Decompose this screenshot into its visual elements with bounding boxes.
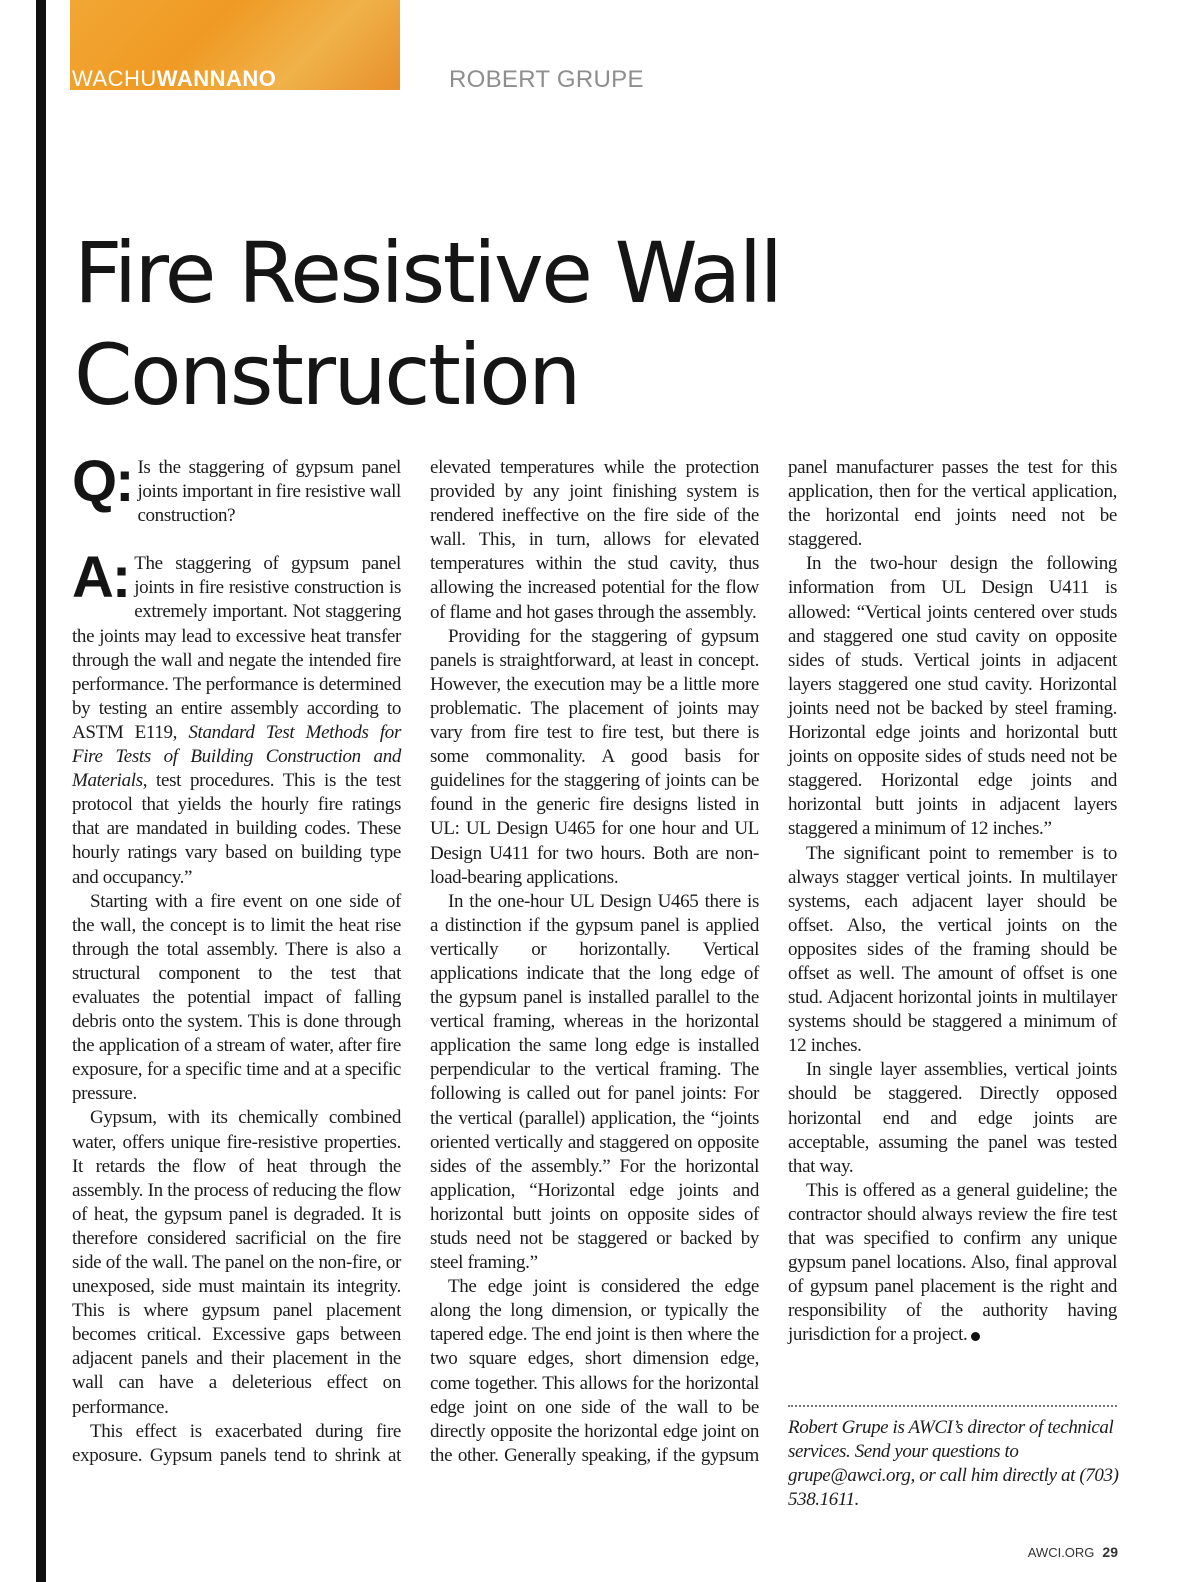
column-2 [430, 456, 759, 1468]
title-line-1: Fire Resistive Wall [74, 224, 781, 322]
answer-paragraph-9: The significant point to remember is to always stagger vertical joints. In multilayer systems, each adjacent layer should be offset. Also, the vertical joints on the opposites sides of the framing should be offset as well. The amount of offset is one stud. Adjacent horizontal joints in multilayer systems should be staggered a minimum of 12 inches. [788, 842, 1117, 1057]
page-title [74, 222, 834, 426]
page-footer [1028, 1544, 1118, 1560]
answer-paragraph-7: The edge joint is considered the edge along the long dimension, or typically the tapered edge. The end joint is then where the two square edges, short dimension edge, come together. This allows for the horizontal edge joint on one side of the wall to be directly opposite the horizontal edge joint on the other. Generally speaking, if the gypsum [430, 1276, 759, 1466]
answer-paragraph-8: In the two-hour design the following information from UL Design U411 is allowed: “Vertical joints centered over studs and staggered one stud cavity on opposite sides of studs. Vertical joints in adjacent layers staggered one stud cavity. Horizontal joints need not be backed by steel framing. Horizontal edge joints and horizontal butt joints on opposite sides of studs need not be staggered. Horizontal edge joints and horizontal butt joints in adjacent layers staggered a minimum of 12 inches.” [788, 553, 1117, 840]
answer-paragraph-11: This is offered as a general guideline; the contractor should always review the fire test that was specified to confirm any unique gypsum panel locations. Also, final approval of gypsum panel placement is the right and responsibility of the authority having jurisdiction for a project. [788, 1179, 1117, 1346]
answer-paragraph-7-continued: panel manufacturer passes the test for this application, then for the vertical application, the horizontal end joints need not be staggered. [788, 457, 1117, 551]
question-paragraph [72, 449, 401, 528]
column-1 [72, 449, 401, 1468]
bio-divider [788, 1405, 1117, 1407]
column-3 [788, 456, 1117, 1347]
question-text: Is the staggering of gypsum panel joints important in fire resistive wall construction? [137, 457, 401, 527]
answer-paragraph-1: A: The staggering of gypsum panel joints in fire resistive construction is extremely important. Not staggering the joints may lead to excessive heat transfer through the wall and negate the intended fire performance. The performance is determined by testing an entire assembly according to ASTM E119, Standard Test Methods for Fire Tests of Building Construction and Materials, test procedures. This is the test protocol that yields the hourly fire ratings that are mandated in building codes. These hourly ratings vary based on building type and occupancy.” [72, 545, 401, 888]
end-of-article-icon [971, 1332, 980, 1341]
title-line-2: Construction [74, 326, 579, 424]
answer-paragraph-4: This effect is exacerbated during fire exposure. Gypsum panels tend to shrink at [72, 1420, 401, 1466]
page-number: 29 [1102, 1544, 1118, 1560]
author-bio: Robert Grupe is AWCI’s director of technical services. Send your questions to grupe@awci.org, or call him directly at (703) 538.1611. [788, 1417, 1119, 1510]
column-tag-light: WACHU [72, 66, 157, 91]
answer-paragraph-3: Gypsum, with its chemically combined water, offers unique fire-resistive properties. It retards the flow of heat through the assembly. In the process of reducing the flow of heat, the gypsum panel is degraded. It is therefore considered sacrificial on the fire side of the wall. The panel on the non-fire, or unexposed, side must maintain its integrity. This is where gypsum panel placement becomes critical. Excessive gaps between adjacent panels and their placement in the wall can have a deleterious effect on performance. [72, 1107, 401, 1418]
question-label: Q: [72, 449, 133, 514]
answer-paragraph-10: In single layer assemblies, vertical joints should be staggered. Directly opposed horizontal end and edge joints are acceptable, assuming the panel was tested that way. [788, 1059, 1117, 1177]
standard-title: Standard Test Methods for Fire Tests of Building Construction and Materials [72, 721, 401, 792]
footer-site: AWCI.ORG [1027, 1545, 1095, 1560]
answer-paragraph-4-continued: elevated temperatures while the protection provided by any joint finishing system is rendered ineffective on the fire side of the wall. This, in turn, allows for elevated temperatures within the stud cavity, thus allowing the increased potential for the flow of flame and hot gases through the assembly. [430, 457, 759, 623]
answer-label: A: [72, 545, 130, 611]
column-tag [72, 66, 276, 92]
answer-paragraph-5: Providing for the staggering of gypsum panels is straightforward, at least in concept. However, the execution may be a little more problematic. The placement of joints may vary from fire test to fire test, but there is some commonality. A good basis for guidelines for the staggering of joints can be found in the generic fire designs listed in UL: UL Design U465 for one hour and UL Design U411 for two hours. Both are non-load-bearing applications. [430, 625, 759, 888]
answer-paragraph-2: Starting with a fire event on one side of the wall, the concept is to limit the heat rise through the total assembly. There is also a structural component to the test that evaluates the potential impact of falling debris onto the system. This is done through the application of a stream of water, after fire exposure, for a specific time and at a specific pressure. [72, 890, 401, 1105]
answer-paragraph-6: In the one-hour UL Design U465 there is a distinction if the gypsum panel is applied vertically or horizontally. Vertical applications indicate that the long edge of the gypsum panel is installed parallel to the vertical framing, whereas in the horizontal application the same long edge is installed perpendicular to the vertical framing. The following is called out for panel joints: For the vertical (parallel) application, the “joints oriented vertically and staggered on opposite sides of the assembly.” For the horizontal application, “Horizontal edge joints and horizontal butt joints on opposite sides of studs need not be staggered or backed by steel framing.” [430, 890, 759, 1274]
author-name: ROBERT GRUPE [449, 66, 644, 93]
left-margin-bar [36, 0, 46, 1582]
column-tag-bold: WANNANO [156, 66, 277, 91]
